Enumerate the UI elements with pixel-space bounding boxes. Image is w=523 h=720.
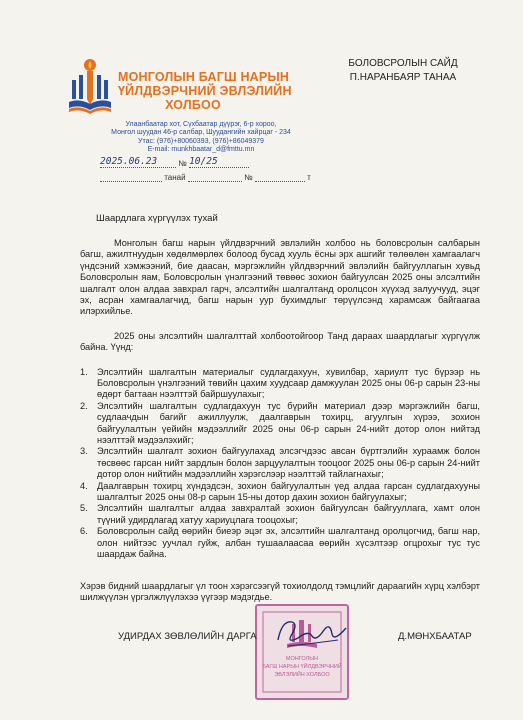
stamp-text: БАГШ НАРЫН ҮЙЛДВЭРЧНИЙ — [262, 664, 342, 670]
requirement-number: 3. — [80, 446, 88, 457]
reply-blank — [188, 181, 242, 182]
requirements-list — [80, 367, 480, 560]
organization-name-line: ХОЛБОО — [165, 98, 221, 112]
requirement-item — [80, 526, 480, 560]
tanai-suffix: т — [307, 173, 311, 182]
requirement-text: Даалгаврын тохирц хүндэдсэн, зохион байгуулалтын үед алдаа гарсан судлагдахууны шалгалтыг 2025 оны 08-р сарын 15-ны дотор дахин зохион байгуулахыг; — [97, 480, 480, 502]
requirement-number: 4. — [80, 480, 88, 491]
requirement-item — [80, 503, 480, 525]
requirement-item — [80, 446, 480, 480]
organization-name-line: ҮЙЛДВЭРЧНИЙ ЭВЛЭЛИЙН — [118, 84, 292, 98]
contact-phone-line: Утас: (976)+80060393, (976)+86049379 — [138, 137, 264, 145]
recipient-block — [338, 57, 468, 85]
recipient-title: БОЛОВСРОЛЫН САЙД — [348, 58, 458, 69]
requirement-number: 2. — [80, 401, 88, 412]
contact-address-line: Улаанбаатар хот, Сүхбаатар дүүрэг, 6-р хороо, — [125, 121, 277, 128]
requirement-text: Элсэлтийн шалгалтыг алдаа завхралтай зохион байгуулсан байгууллага, хамт олон түүний удирдлагад хатуу хариуцлага тооцохыг; — [97, 503, 480, 525]
reply-date-blank — [100, 181, 162, 182]
handwritten-signature — [268, 600, 358, 660]
signatory-name: Д.МӨНХБААТАР — [398, 631, 472, 642]
contact-info — [96, 121, 306, 155]
closing-paragraph: Хэрэв бидний шаардлагыг үл тоон хэрэгсээгүй тохиолдолд тэмцлийг дараагийн хүрц хэлбэрт шилжүүлэн үргэлжлүүлэхээ үүгээр мэдэгдье. — [80, 581, 480, 603]
body-paragraph: Монголын багш нарын үйлдвэрчний эвлэлийн холбоо нь боловсролын салбарын багш, ажилтнуудын хөдөлмөрлөх болоод бусад хууль ёсны эрх ашгийг төлөөлөн хамгаалагч үндсэний хэмжээний, бие даасан, мэргэжлийн үйлдвэрчний эвлэлийн байгууллагын хувьд Боловсролын яам, Боловсролын үнэлгээний төвөөс зохион байгуулсан 2025 оны элсэлтийн шалгалт олон алдаа завхрал гарч, элсэлтийн шалгалтанд оролцсон хүүхэд залуучууд, эцэг эх, асран хамгаалагчид, багш нарын уур бухимдлыг төрүүлсэнд харамсаж байгаагаа илэрхийлье. — [80, 238, 480, 317]
organization-name-line: МОНГОЛЫН БАГШ НАРЫН — [118, 70, 290, 84]
signatory-title: УДИРДАХ ЗӨВЛӨЛИЙН ДАРГА — [118, 631, 257, 642]
organization-name — [118, 70, 292, 112]
letter-reference-row — [100, 156, 249, 168]
pencil-book-logo-icon — [68, 58, 112, 116]
requirement-item — [80, 481, 480, 503]
letter-subject: Шаардлага хүргүүлэх тухай — [96, 213, 218, 224]
requirement-number: 1. — [80, 367, 88, 377]
letter-date: 2025.06.23 — [100, 156, 176, 168]
reply-number-blank — [255, 181, 305, 182]
stamp-text: МОНГОЛЫН — [285, 656, 319, 662]
requirement-item — [80, 367, 480, 401]
requirement-text: Элсэлтийн шалгалт зохион байгуулахад элсэгчдээс авсан бүртгэлийн хураамж болон төсвөөс гарсан нийт зардлын болон зарцуулалтын тооцоог 2025 оны 06-р сарын 24-нийт дотор олон нийтийн мэдээллийн хэрэгслээр нээлттэй тайлагнахыг; — [97, 446, 480, 479]
number-label: № — [178, 159, 187, 168]
contact-email-line: E-mail: munkhbaatar_d@fmttu.mn — [147, 146, 255, 154]
recipient-name: П.НАРАНБАЯР ТАНАА — [349, 72, 457, 83]
requirement-item — [80, 401, 480, 446]
requirement-text: Боловсролын сайд өөрийн биеэр эцэг эх, элсэлтийн шалгалтанд оролцогчид, багш нар, олон нийтээс уучлал гуйж, албан тушаалаасаа өөрийн хүсэлтээр огцрохыг тус тус шаардаж байна. — [97, 526, 480, 559]
requirement-text: Элсэлтийн шалгалтын материалыг судлагдахуун, хувилбар, хариулт тус бүрээр нь Боловсролын үнэлгээний төвийн цахим хуудсаар дамжуулан 2025 оны 06-р сарын 23-ны өдөрт багтаан нээлттэй байршуулахыг; — [97, 367, 480, 400]
requirement-number: 6. — [80, 526, 88, 537]
requirement-number: 5. — [80, 503, 88, 514]
contact-postal-line: Монгол шуудан 46-р салбар, Шуудангийн хайрцаг - 234 — [111, 129, 291, 137]
letter-number: 10/25 — [189, 156, 249, 168]
body-paragraph: 2025 оны элсэлтийн шалгалттай холбоотойгоор Танд дараах шаардлагыг хүргүүлж байна. Үүнд: — [80, 331, 480, 353]
tanai-number-label: № — [244, 173, 253, 182]
stamp-text: ЭВЛЭЛИЙН ХОЛБОО — [274, 672, 330, 678]
requirement-text: Элсэлтийн шалгалтын судлагдахуун тус бүрийн материал дээр мэргэжлийн багш, судлаачдын багийг ажиллуулж, даалгаврын тохирц, агуулгын хүрээ, зохион байгуулалтын үейийн мэдээллийг 2025 оны 06-р сарын 24-нийт дотор олон нийтэд нээлттэй мэдээлэхийг; — [97, 401, 480, 445]
reply-reference-row — [100, 173, 311, 182]
tanai-label: танай — [164, 173, 186, 182]
